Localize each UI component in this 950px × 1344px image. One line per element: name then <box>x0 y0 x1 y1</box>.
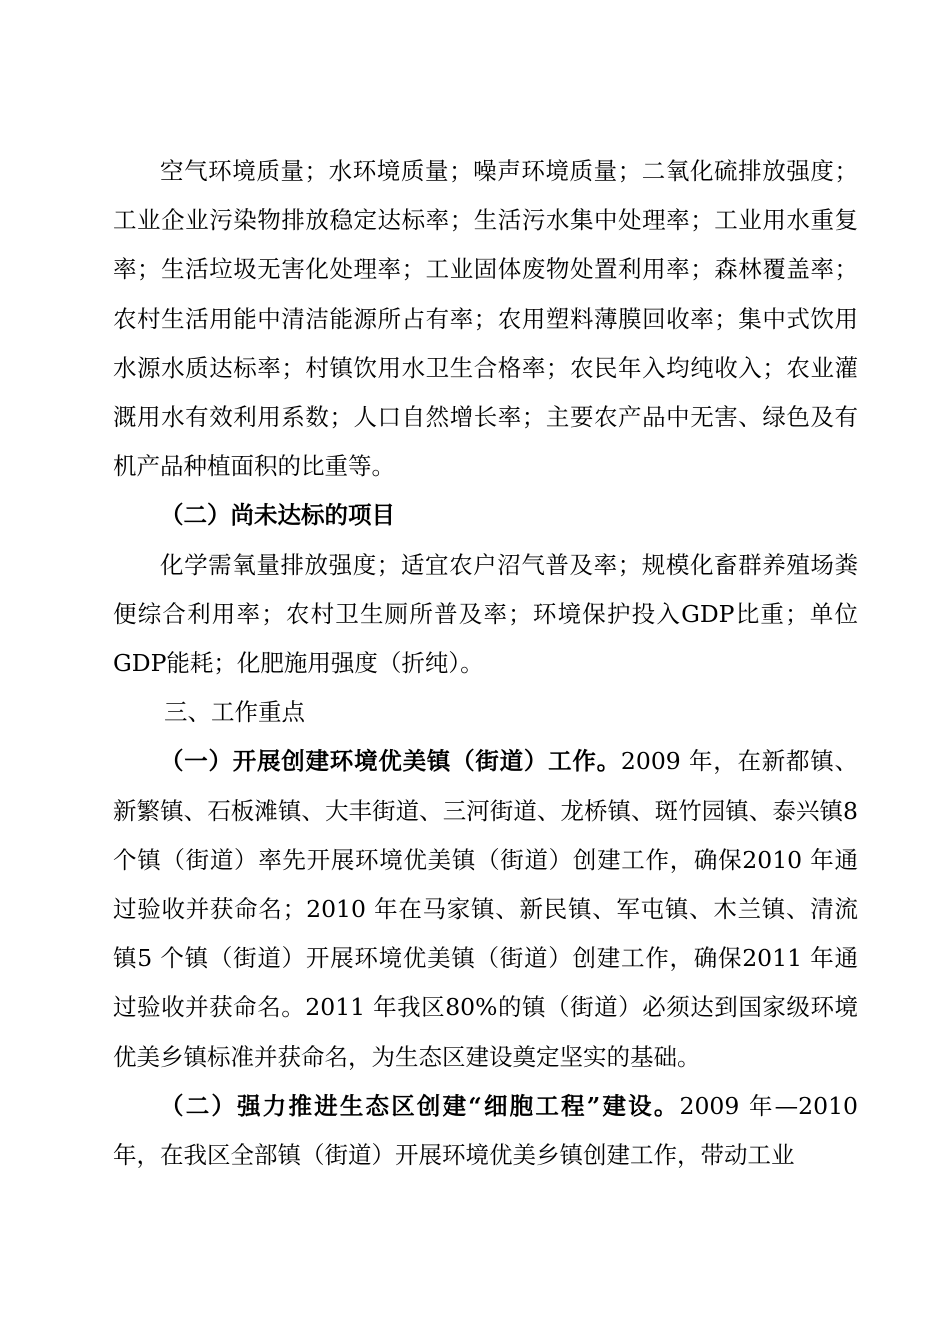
unmet-items-heading: （二）尚未达标的项目 <box>160 501 395 530</box>
item-two-paragraph <box>113 1082 858 1180</box>
item-two-body: 2009 年—2010 年，在我区全部镇（街道）开展环境优美乡镇创建工作，带动工业 <box>113 1091 858 1170</box>
item-one-paragraph <box>113 737 858 1081</box>
achieved-items-paragraph: 空气环境质量；水环境质量；噪声环境质量；二氧化硫排放强度；工业企业污染物排放稳定达标率；生活污水集中处理率；工业用水重复率；生活垃圾无害化处理率；工业固体废物处置利用率；森林覆盖率；农村生活用能中清洁能源所占有率；农用塑料薄膜回收率；集中式饮用水源水质达标率；村镇饮用水卫生合格率；农民年入均纯收入；农业灌溉用水有效利用系数；人口自然增长率；主要农产品中无害、绿色及有机产品种植面积的比重等。 <box>113 157 858 481</box>
document-page <box>113 147 858 1180</box>
item-one-title: （一）开展创建环境优美镇（街道）工作。 <box>160 747 621 776</box>
work-focus-heading: 三、工作重点 <box>164 698 305 727</box>
unmet-items-paragraph: 化学需氧量排放强度；适宜农户沼气普及率；规模化畜群养殖场粪便综合利用率；农村卫生厕所普及率；环境保护投入GDP比重；单位GDP能耗；化肥施用强度（折纯）。 <box>113 550 858 678</box>
item-two-title: （二）强力推进生态区创建“细胞工程”建设。 <box>160 1091 680 1120</box>
item-one-body: 2009 年，在新都镇、新繁镇、石板滩镇、大丰街道、三河街道、龙桥镇、斑竹园镇、泰兴镇8 个镇（街道）率先开展环境优美镇（街道）创建工作，确保2010 年通过验收并获命名；2010 年在马家镇、新民镇、军屯镇、木兰镇、清流镇5 个镇（街道）开展环境优美镇（街道）创建工作，确保2011 年通过验收并获命名。2011 年我区80%的镇（街道）必须达到国家级环境优美乡镇标准并获命名，为生态区建设奠定坚实的基础。 <box>113 747 859 1071</box>
